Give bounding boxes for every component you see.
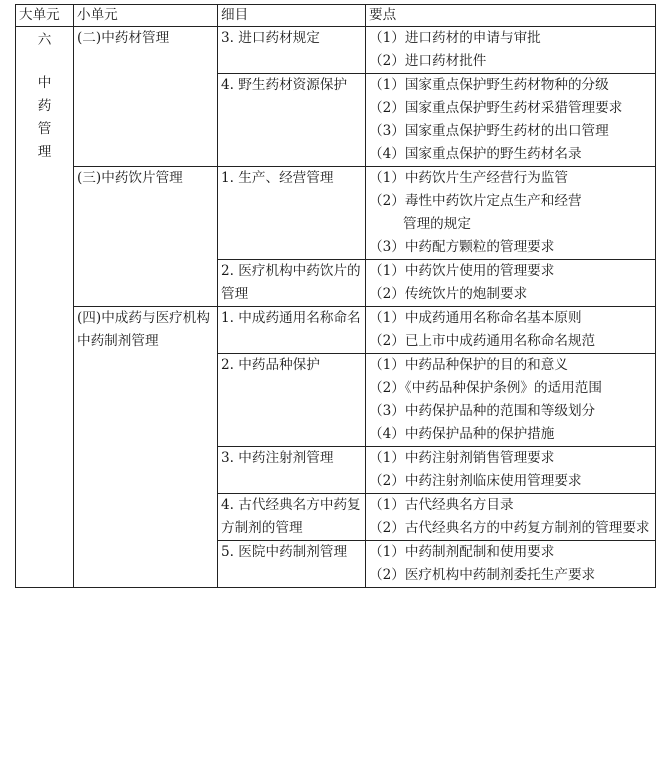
point-text: （2）进口药材批件 xyxy=(369,53,487,69)
point-text: （1）进口药材的申请与审批 xyxy=(369,30,541,46)
points-cell xyxy=(366,307,656,354)
big-unit-number: 六 xyxy=(37,32,52,48)
point-text: （3）中药保护品种的范围和等级划分 xyxy=(369,403,596,419)
points-cell xyxy=(366,494,656,541)
header-big-unit: 大单元 xyxy=(16,5,74,27)
item-cell: 5. 医院中药制剂管理 xyxy=(218,541,366,588)
item-cell: 3. 进口药材规定 xyxy=(218,27,366,74)
point-text: （2）古代经典名方的中药复方制剂的管理要求 xyxy=(369,520,650,536)
syllabus-table-page xyxy=(15,4,655,770)
point-text: （1）中成药通用名称命名基本原则 xyxy=(369,310,582,326)
big-unit-title-char: 理 xyxy=(37,144,52,160)
points-cell xyxy=(366,167,656,260)
header-points: 要点 xyxy=(366,5,656,27)
points-cell xyxy=(366,260,656,307)
point-text: （2）毒性中药饮片定点生产和经营 xyxy=(369,193,582,209)
big-unit-title-char: 管 xyxy=(37,121,52,137)
point-text: （4）中药保护品种的保护措施 xyxy=(369,426,555,442)
point-text: （3）国家重点保护野生药材的出口管理 xyxy=(369,123,609,139)
sub-unit-cell: (四)中成药与医疗机构中药制剂管理 xyxy=(74,307,218,588)
point-text: （2）中药注射剂临床使用管理要求 xyxy=(369,473,582,489)
point-text: （1）中药注射剂销售管理要求 xyxy=(369,450,555,466)
sub-unit-cell: (三)中药饮片管理 xyxy=(74,167,218,307)
syllabus-table xyxy=(15,4,656,588)
big-unit-cell xyxy=(16,27,74,588)
points-cell xyxy=(366,27,656,74)
item-cell: 3. 中药注射剂管理 xyxy=(218,447,366,494)
item-cell: 2. 医疗机构中药饮片的管理 xyxy=(218,260,366,307)
table-row xyxy=(16,167,656,260)
item-cell: 2. 中药品种保护 xyxy=(218,354,366,447)
points-cell xyxy=(366,74,656,167)
table-row xyxy=(16,27,656,74)
point-text: （2）《中药品种保护条例》的适用范围 xyxy=(369,380,602,396)
point-text: （1）中药制剂配制和使用要求 xyxy=(369,544,555,560)
header-item: 细目 xyxy=(218,5,366,27)
table-row xyxy=(16,307,656,354)
point-text: （2）国家重点保护野生药材采猎管理要求 xyxy=(369,100,623,116)
item-cell: 4. 古代经典名方中药复方制剂的管理 xyxy=(218,494,366,541)
sub-unit-cell: (二)中药材管理 xyxy=(74,27,218,167)
point-text: （1）古代经典名方目录 xyxy=(369,497,514,513)
point-text: （1）中药品种保护的目的和意义 xyxy=(369,357,568,373)
item-cell: 4. 野生药材资源保护 xyxy=(218,74,366,167)
point-text: （4）国家重点保护的野生药材名录 xyxy=(369,146,582,162)
point-text: （3）中药配方颗粒的管理要求 xyxy=(369,239,555,255)
points-cell xyxy=(366,354,656,447)
point-text: （2）传统饮片的炮制要求 xyxy=(369,286,528,302)
header-row xyxy=(16,5,656,27)
big-unit-title-char: 药 xyxy=(37,98,52,114)
item-cell: 1. 生产、经营管理 xyxy=(218,167,366,260)
points-cell xyxy=(366,541,656,588)
point-text: （1）国家重点保护野生药材物种的分级 xyxy=(369,77,609,93)
point-text: （1）中药饮片生产经营行为监管 xyxy=(369,170,568,186)
item-cell: 1. 中成药通用名称命名 xyxy=(218,307,366,354)
points-cell xyxy=(366,447,656,494)
big-unit-title-char: 中 xyxy=(37,75,52,91)
point-text: 管理的规定 xyxy=(403,216,471,232)
point-text: （2）已上市中成药通用名称命名规范 xyxy=(369,333,596,349)
point-text: （1）中药饮片使用的管理要求 xyxy=(369,263,555,279)
header-sub-unit: 小单元 xyxy=(74,5,218,27)
point-text: （2）医疗机构中药制剂委托生产要求 xyxy=(369,567,596,583)
